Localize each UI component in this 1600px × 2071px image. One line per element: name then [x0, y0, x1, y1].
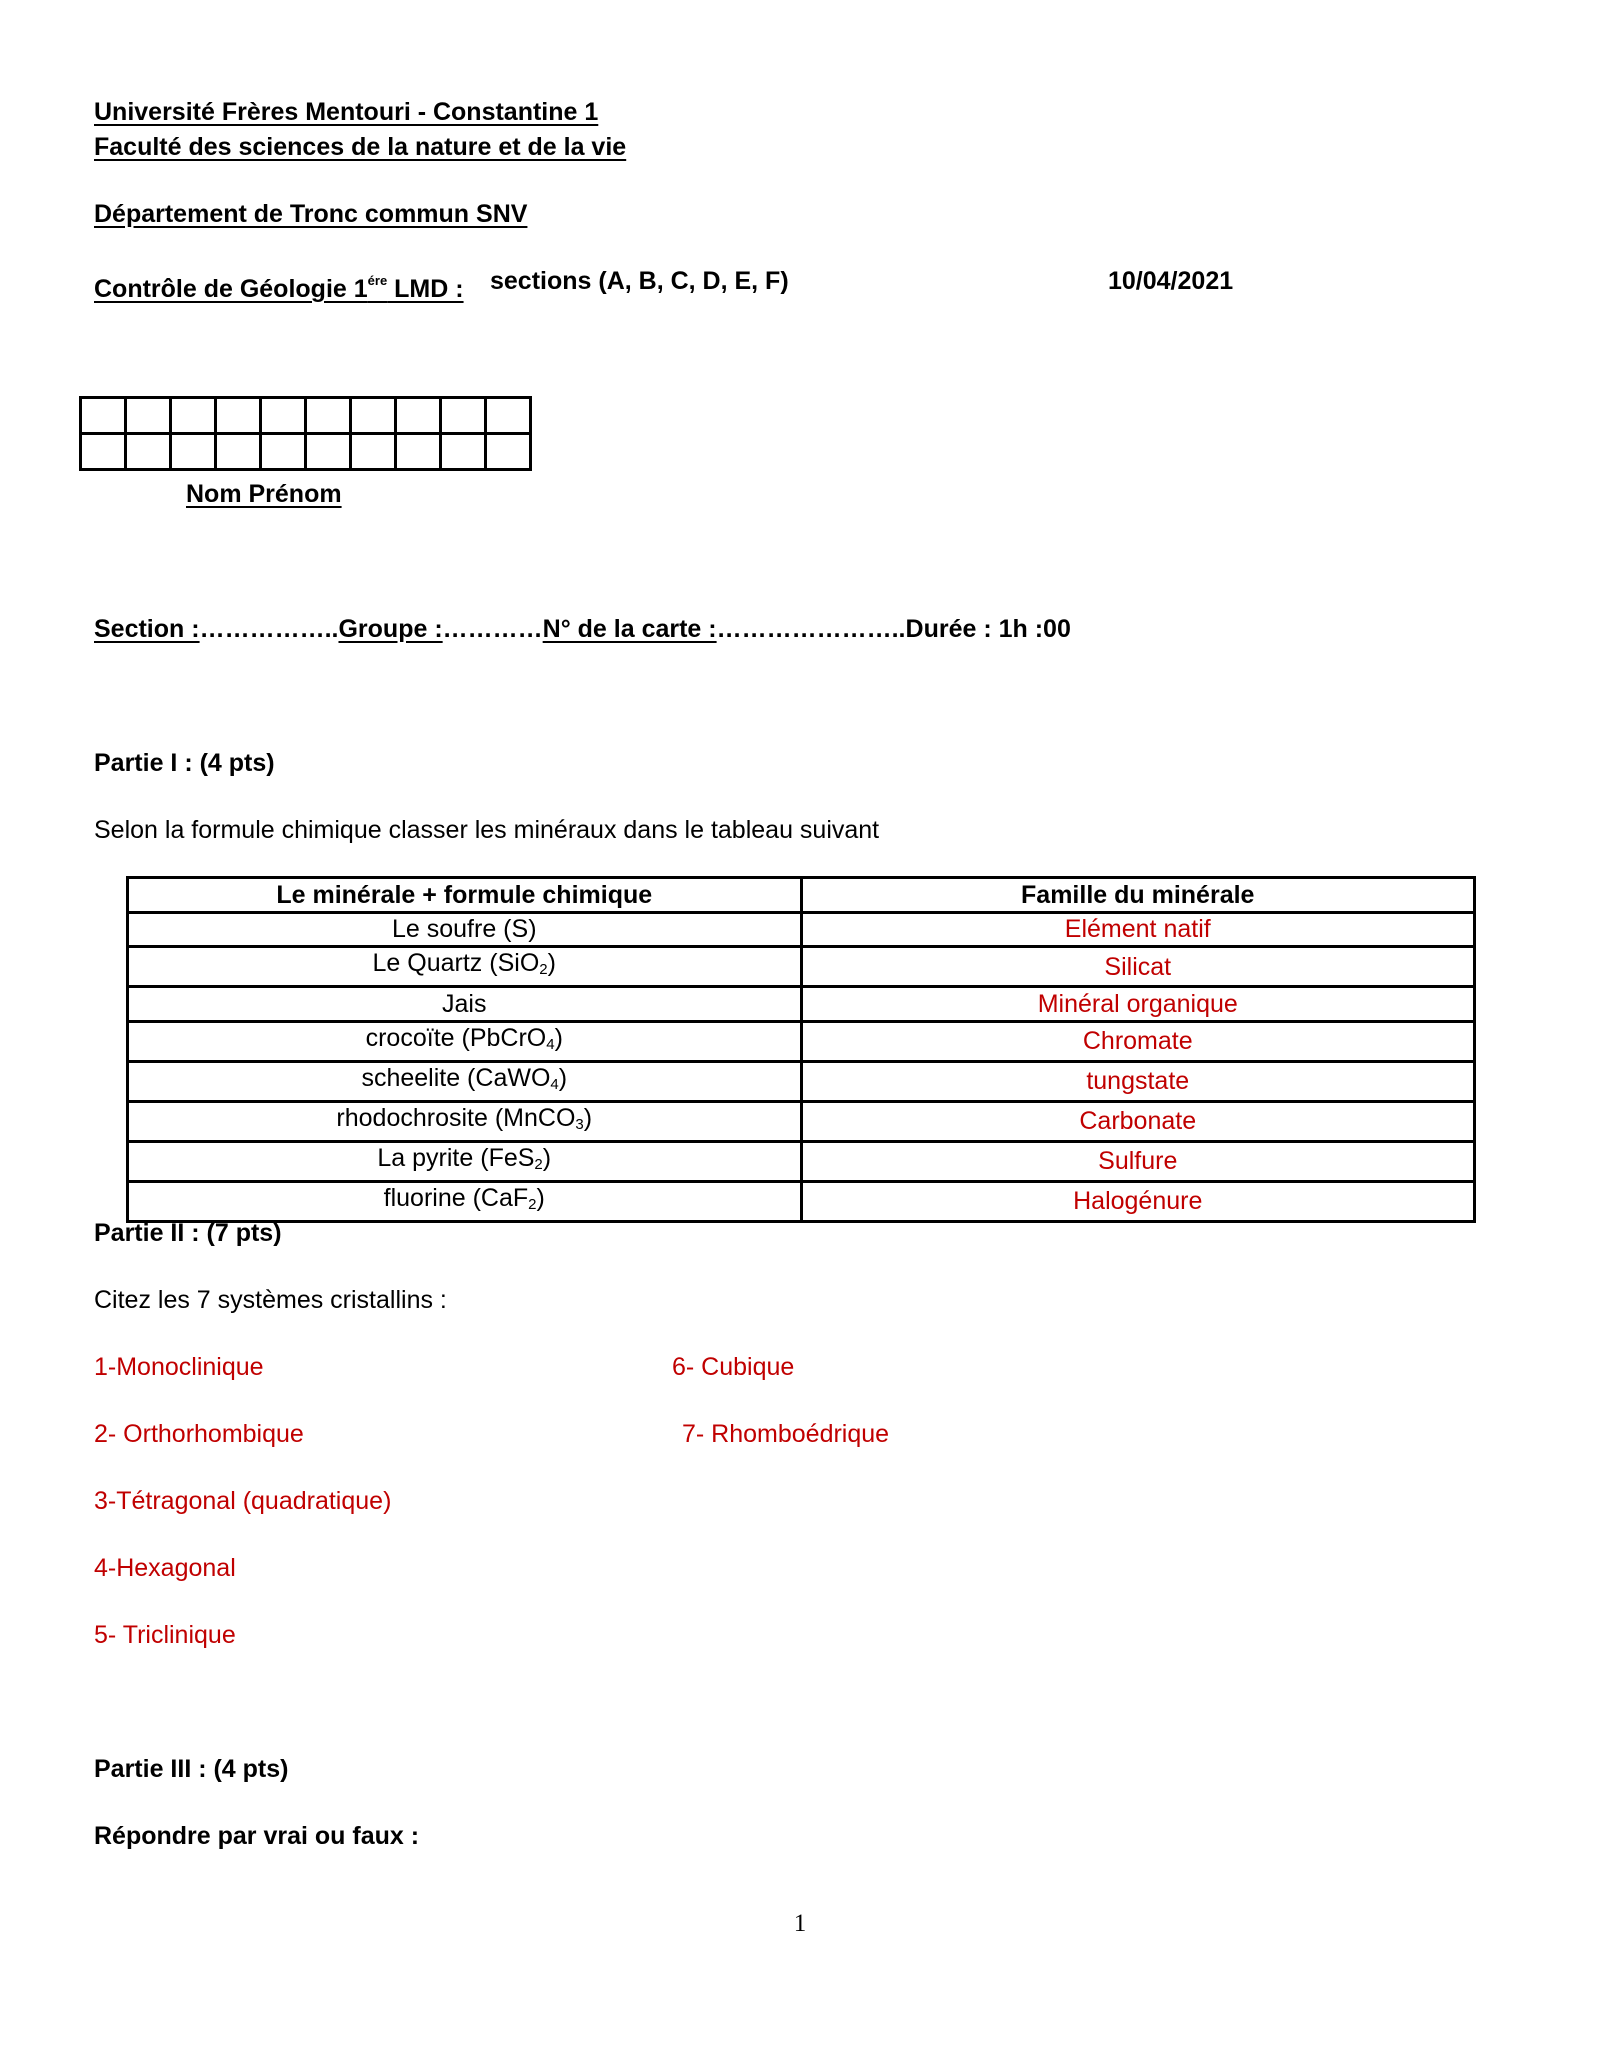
- part3-instruction: Répondre par vrai ou faux :: [94, 1822, 420, 1850]
- family-cell: tungstate: [801, 1061, 1475, 1101]
- id-cell[interactable]: [441, 434, 486, 470]
- id-cell[interactable]: [396, 398, 441, 434]
- table-header-row: [128, 878, 1475, 913]
- id-cell[interactable]: [306, 398, 351, 434]
- id-grid-row: [81, 434, 531, 470]
- answer-item: 7- Rhomboédrique: [682, 1420, 890, 1448]
- id-cell[interactable]: [81, 434, 126, 470]
- group-label: Groupe :: [338, 615, 443, 643]
- exam-title-prefix: Contrôle de Géologie 1: [94, 275, 368, 303]
- mineral-cell: rhodochrosite (MnCO$_3$): [128, 1101, 802, 1141]
- id-cell[interactable]: [171, 434, 216, 470]
- table-row: [128, 987, 1475, 1022]
- card-dots[interactable]: …………………..: [716, 615, 906, 643]
- part3-title: Partie III : (4 pts): [94, 1755, 289, 1783]
- info-line: [94, 614, 1071, 644]
- id-cell[interactable]: [486, 398, 531, 434]
- duration: Durée : 1h :00: [905, 615, 1071, 643]
- table-row: [128, 912, 1475, 947]
- mineral-cell: fluorine (CaF$_2$): [128, 1181, 802, 1221]
- table-row: [128, 947, 1475, 987]
- exam-sections: sections (A, B, C, D, E, F): [490, 267, 789, 295]
- id-cell[interactable]: [261, 398, 306, 434]
- page-number: 1: [793, 1910, 807, 1937]
- id-cell[interactable]: [441, 398, 486, 434]
- answer-item: 3-Tétragonal (quadratique): [94, 1487, 392, 1515]
- mineral-table: [126, 876, 1476, 1223]
- card-label: N° de la carte :: [542, 615, 717, 643]
- exam-title: [94, 266, 464, 304]
- university-name: Université Frères Mentouri - Constantine 1: [94, 98, 599, 126]
- name-label: Nom Prénom: [186, 480, 342, 508]
- id-cell[interactable]: [261, 434, 306, 470]
- table-row: [128, 1181, 1475, 1221]
- id-cell[interactable]: [351, 434, 396, 470]
- header-family: Famille du minérale: [801, 878, 1475, 913]
- part2-instruction: Citez les 7 systèmes cristallins :: [94, 1286, 447, 1314]
- id-grid-row: [81, 398, 531, 434]
- id-cell[interactable]: [126, 434, 171, 470]
- answer-item: 1-Monoclinique: [94, 1353, 264, 1381]
- part2-title: Partie II : (7 pts): [94, 1219, 282, 1247]
- table-row: [128, 1141, 1475, 1181]
- answer-item: 5- Triclinique: [94, 1621, 236, 1649]
- answer-item: 6- Cubique: [672, 1353, 795, 1381]
- exam-title-suffix: LMD :: [387, 275, 464, 303]
- group-dots[interactable]: …………: [442, 615, 543, 643]
- faculty-name: Faculté des sciences de la nature et de la vie: [94, 133, 627, 161]
- family-cell: Minéral organique: [801, 987, 1475, 1022]
- family-cell: Carbonate: [801, 1101, 1475, 1141]
- part1-instruction: Selon la formule chimique classer les minéraux dans le tableau suivant: [94, 816, 880, 844]
- part1-title: Partie I : (4 pts): [94, 749, 275, 777]
- id-cell[interactable]: [216, 398, 261, 434]
- id-cell[interactable]: [396, 434, 441, 470]
- family-cell: Silicat: [801, 947, 1475, 987]
- exam-date: 10/04/2021: [1108, 267, 1234, 295]
- header-mineral: Le minérale + formule chimique: [128, 878, 802, 913]
- family-cell: Chromate: [801, 1021, 1475, 1061]
- section-label: Section :: [94, 615, 200, 643]
- section-dots[interactable]: ……………..: [199, 615, 339, 643]
- mineral-cell: Le soufre (S): [128, 912, 802, 947]
- id-cell[interactable]: [126, 398, 171, 434]
- mineral-cell: Le Quartz (SiO$_2$): [128, 947, 802, 987]
- id-cell[interactable]: [171, 398, 216, 434]
- mineral-cell: scheelite (CaWO$_4$): [128, 1061, 802, 1101]
- exam-title-sup: ére: [367, 273, 388, 288]
- family-cell: Sulfure: [801, 1141, 1475, 1181]
- department-name: Département de Tronc commun SNV: [94, 200, 528, 228]
- id-cell[interactable]: [351, 398, 396, 434]
- table-row: [128, 1061, 1475, 1101]
- mineral-cell: Jais: [128, 987, 802, 1022]
- id-cell[interactable]: [306, 434, 351, 470]
- family-cell: Halogénure: [801, 1181, 1475, 1221]
- table-row: [128, 1021, 1475, 1061]
- id-cell[interactable]: [216, 434, 261, 470]
- table-row: [128, 1101, 1475, 1141]
- family-cell: Elément natif: [801, 912, 1475, 947]
- id-cell[interactable]: [486, 434, 531, 470]
- mineral-cell: La pyrite (FeS$_2$): [128, 1141, 802, 1181]
- student-id-grid[interactable]: [79, 396, 532, 471]
- mineral-cell: crocoïte (PbCrO$_4$): [128, 1021, 802, 1061]
- answer-item: 2- Orthorhombique: [94, 1420, 304, 1448]
- id-cell[interactable]: [81, 398, 126, 434]
- answer-item: 4-Hexagonal: [94, 1554, 236, 1582]
